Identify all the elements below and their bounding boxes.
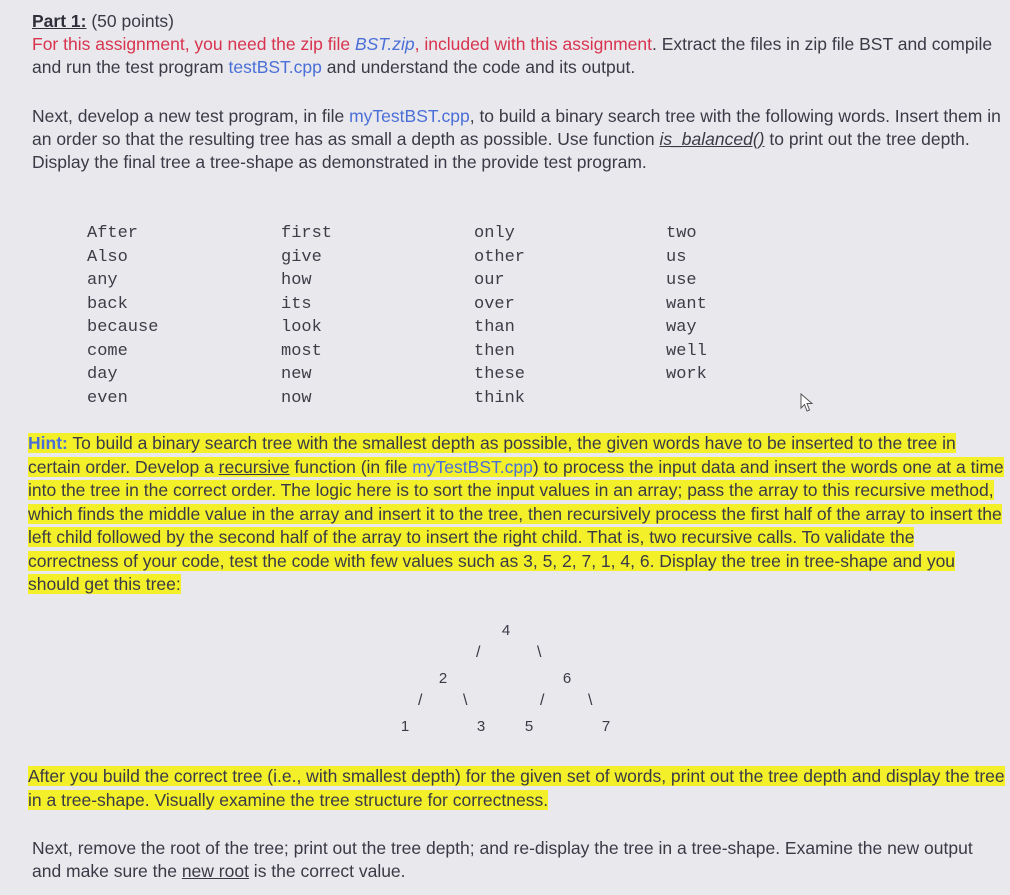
tree-edge: \ [588, 692, 593, 709]
remove-paragraph [32, 837, 1002, 883]
mytest-filename: myTestBST.cpp [349, 106, 470, 126]
word-column-2 [281, 222, 332, 410]
zip-filename: BST.zip [354, 34, 415, 54]
tree-node: 6 [560, 670, 574, 687]
word: over [474, 294, 515, 314]
word: its [281, 294, 312, 314]
next-text-3: to print out the tree depth. Display the final tree a tree-shape as demonstrated in the provide test program. [32, 129, 970, 172]
after-paragraph [28, 765, 1008, 812]
word: back [87, 294, 128, 314]
part-label: Part 1: [32, 11, 87, 31]
hint-text-1: To build a binary search tree with the smallest depth as possible, the given words have to be inserted to the tree in certain order. Develop a [28, 433, 956, 477]
word: use [666, 271, 697, 290]
word: how [281, 271, 312, 290]
word: After [87, 224, 139, 243]
tree-node: 1 [398, 718, 412, 735]
word: other [474, 247, 526, 267]
next-text-1: Next, develop a new test program, in file [32, 106, 350, 126]
hint-filename: myTestBST.cpp [412, 456, 533, 477]
tree-node: 7 [599, 718, 613, 735]
word: first [281, 224, 333, 243]
word: come [87, 341, 128, 361]
intro-text: . Extract the files in zip file BST and compile and run the test program [32, 34, 993, 77]
word: us [666, 247, 687, 267]
word: way [666, 318, 697, 337]
word: well [666, 341, 707, 361]
word: then [474, 341, 515, 361]
tree-node: 2 [436, 670, 450, 687]
word: these [474, 365, 526, 384]
word-column-4 [666, 222, 707, 387]
word: give [281, 247, 322, 267]
mouse-cursor-icon [800, 393, 816, 418]
word-column-3 [474, 222, 525, 410]
word: two [666, 224, 697, 243]
hint-text-2: function (in file [289, 456, 413, 477]
intro-text-2: and understand the code and its output. [321, 57, 636, 77]
word: day [87, 365, 118, 384]
tree-node: 3 [474, 718, 488, 735]
remove-text-2: is the correct value. [248, 861, 406, 881]
word: our [474, 271, 505, 290]
intro-red-text-2: , included with this assignment [414, 34, 652, 54]
part-points: (50 points) [86, 11, 175, 31]
word: think [474, 388, 526, 408]
part-heading [32, 10, 1002, 33]
word: now [281, 388, 312, 408]
word: most [281, 341, 322, 361]
intro-red-text: For this assignment, you need the zip file [32, 34, 355, 54]
tree-edge: \ [537, 644, 542, 661]
next-paragraph [32, 105, 1002, 174]
word: any [87, 271, 118, 290]
tree-edge: / [418, 692, 423, 709]
new-root-text: new root [181, 861, 249, 881]
word: than [474, 318, 515, 337]
hint-label: Hint: [28, 433, 68, 453]
after-text: After you build the correct tree (i.e., with smallest depth) for the given set of words, print out the tree depth and display the tree in a tree-shape. Visually examine the tree structure for correctness. [28, 766, 1005, 810]
word: even [87, 388, 128, 408]
word: because [87, 318, 159, 337]
remove-text-1: Next, remove the root of the tree; print out the tree depth; and re-display the tree in a tree-shape. Examine the new output and make sure the [32, 838, 973, 881]
tree-edge: / [540, 692, 545, 709]
test-filename: testBST.cpp [228, 57, 322, 77]
tree-node: 5 [522, 718, 536, 735]
hint-recursive: recursive [218, 456, 290, 477]
word: want [666, 294, 707, 314]
word: look [281, 318, 322, 337]
word-column-1 [87, 222, 158, 410]
tree-node-root: 4 [499, 622, 513, 639]
tree-edge: / [476, 644, 481, 661]
word: Also [87, 247, 128, 267]
word: only [474, 224, 515, 243]
word: new [281, 365, 312, 384]
is-balanced-function: is_balanced() [659, 129, 765, 149]
example-tree [380, 620, 640, 740]
hint-paragraph [28, 432, 1008, 597]
tree-edge: \ [463, 692, 468, 709]
intro-paragraph [32, 33, 1002, 79]
word: work [666, 365, 707, 384]
next-text-2: , to build a binary search tree with the following words. Insert them in an order so that the resulting tree has as small a depth as possible. Use function [32, 106, 1001, 149]
hint-text-3: ) to process the input data and insert the words one at a time into the tree in the correct order. The logic here is to sort the input values in an array; pass the array to this recursive method, which finds the middle value in the array and insert it to the tree, then recursively process the first half of the array to insert the left child followed by the second half of the array to insert the right child. That is, two recursive calls. To validate the correctness of your code, test the code with few values such as 3, 5, 2, 7, 1, 4, 6. Display the tree in tree-shape and you should get this tree: [28, 456, 1004, 594]
